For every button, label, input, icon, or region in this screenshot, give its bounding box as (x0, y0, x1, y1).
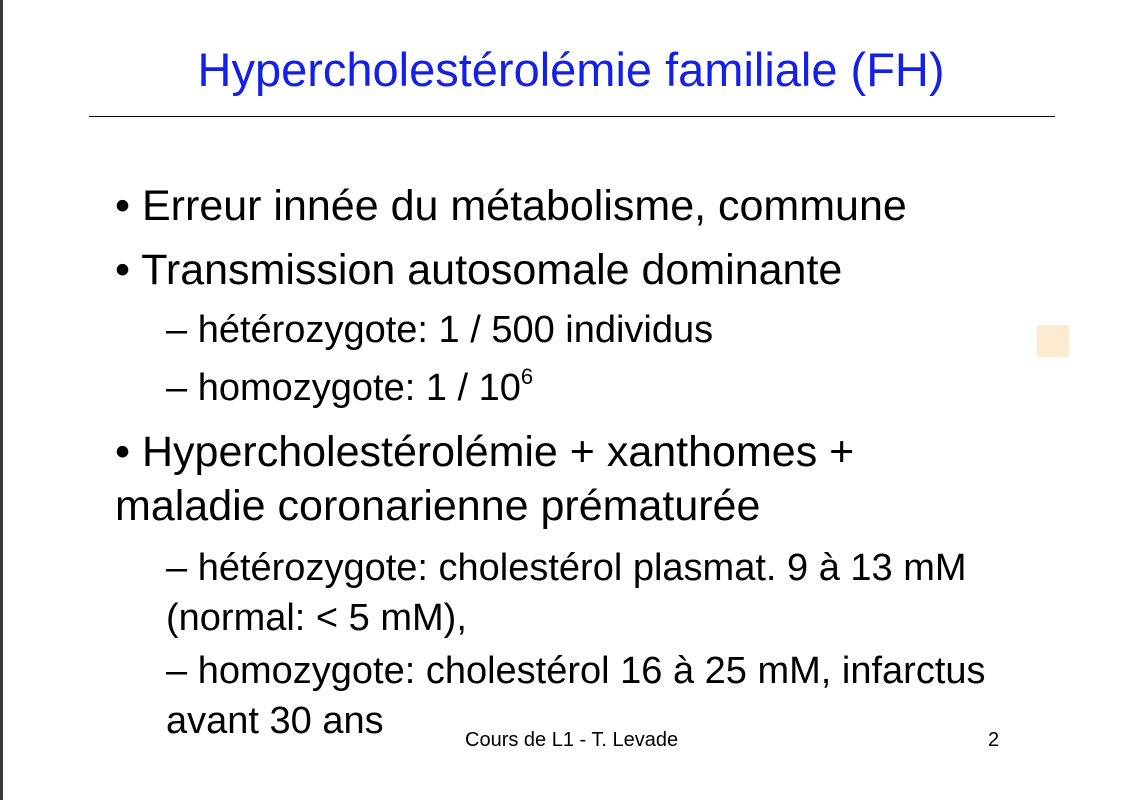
sub-bullet-heterozygote-cholesterol-line1: – hétérozygote: cholestérol plasmat. 9 à 13 mM (166, 547, 967, 589)
sub-bullet-homozygote-cholesterol-line1: – homozygote: cholestérol 16 à 25 mM, infarctus (166, 650, 986, 692)
title-divider (89, 116, 1055, 117)
window-left-edge (0, 0, 3, 800)
bullet-hypercholesterolemia-line2: maladie coronarienne prématurée (115, 482, 761, 530)
sub-bullet-heterozygote-frequency: – hétérozygote: 1 / 500 individus (166, 309, 714, 351)
footer-course: Cours de L1 - T. Levade (465, 729, 679, 751)
homozygote-frequency-exponent: 6 (520, 364, 534, 389)
slide-title: Hypercholestérolémie familiale (FH) (197, 43, 945, 96)
footer-page-number: 2 (988, 729, 1000, 751)
homozygote-frequency-text: – homozygote: 1 / 10 (166, 367, 521, 409)
bullet-hypercholesterolemia-line1: • Hypercholestérolémie + xanthomes + (115, 428, 855, 476)
sub-bullet-heterozygote-cholesterol-line2: (normal: < 5 mM), (166, 597, 467, 639)
bullet-inborn-error: • Erreur innée du métabolisme, commune (115, 182, 907, 230)
decorative-square (1037, 325, 1069, 357)
sub-bullet-homozygote-frequency (166, 365, 533, 411)
bullet-transmission: • Transmission autosomale dominante (115, 246, 843, 294)
sub-bullet-homozygote-cholesterol-line2: avant 30 ans (166, 700, 384, 742)
